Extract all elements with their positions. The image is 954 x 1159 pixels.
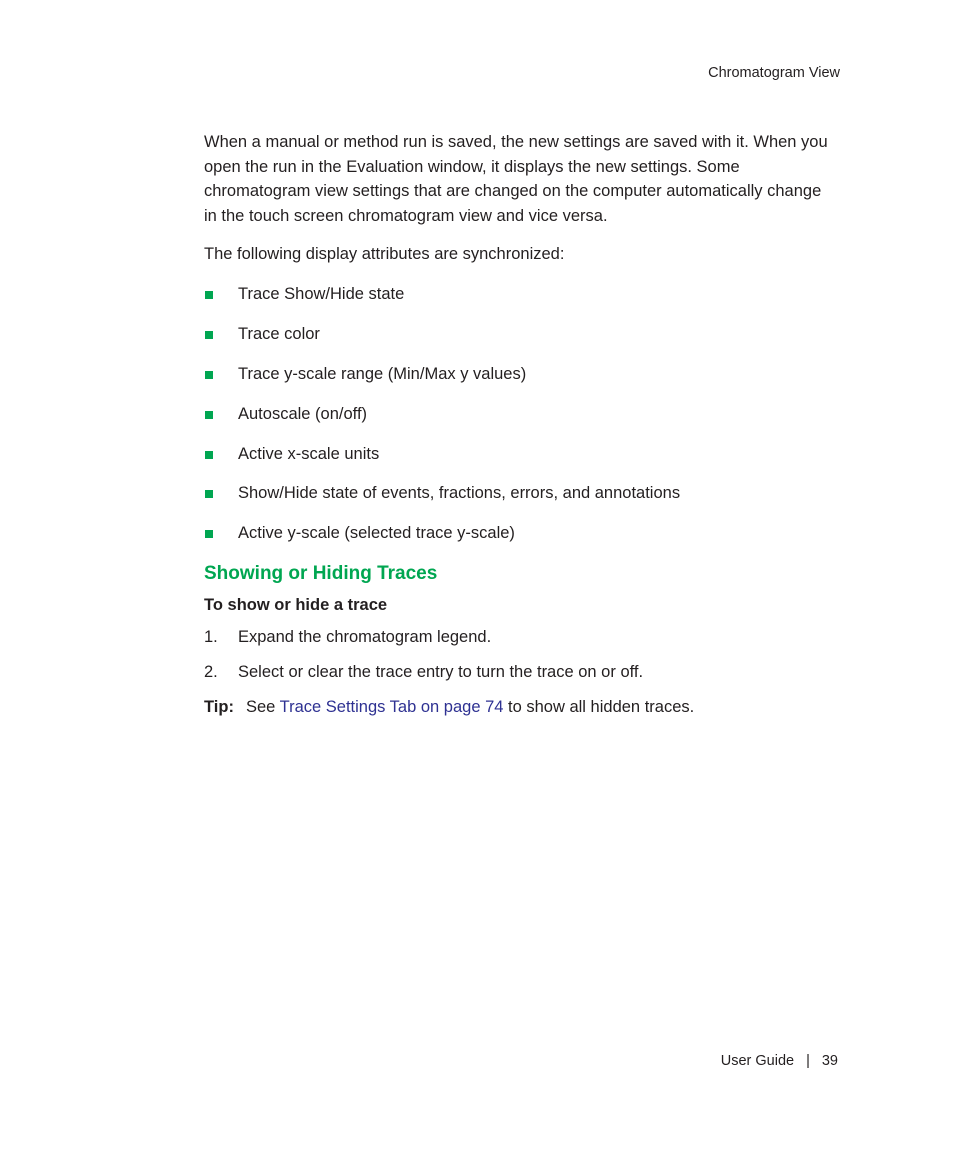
step-number: 1. [204, 627, 218, 646]
step-item [204, 625, 834, 649]
list-item-text: Trace Show/Hide state [238, 285, 405, 304]
tip-note [204, 695, 834, 719]
list-item [204, 481, 834, 505]
list-item-text: Show/Hide state of events, fractions, errors, and annotations [238, 484, 681, 503]
trace-settings-tab-link[interactable]: Trace Settings Tab on page 74 [279, 697, 504, 716]
page-content [204, 130, 834, 719]
step-number: 2. [204, 662, 218, 681]
synchronized-attributes-lead: The following display attributes are synchronized: [204, 245, 565, 264]
list-item [204, 521, 834, 545]
list-item [204, 322, 834, 346]
tip-label: Tip: [204, 697, 234, 716]
step-text: Select or clear the trace entry to turn the trace on or off. [238, 662, 644, 681]
synchronized-attributes-list [204, 282, 834, 545]
square-bullet-icon [205, 291, 213, 299]
square-bullet-icon [205, 530, 213, 538]
square-bullet-icon [205, 451, 213, 459]
procedure-steps [204, 625, 834, 684]
tip-text-before: See [245, 697, 280, 716]
procedure-title: To show or hide a trace [204, 595, 388, 614]
footer-separator: | [806, 1053, 810, 1069]
list-item-text: Trace y-scale range (Min/Max y values) [238, 364, 527, 383]
running-header-title: Chromatogram View [708, 65, 840, 81]
list-item-text: Active y-scale (selected trace y-scale) [238, 524, 515, 543]
list-item [204, 282, 834, 306]
list-item [204, 402, 834, 426]
list-item-text: Trace color [238, 325, 320, 344]
page-footer [721, 1052, 838, 1070]
step-text: Expand the chromatogram legend. [238, 627, 492, 646]
page-number: 39 [821, 1053, 838, 1069]
list-item-text: Active x-scale units [238, 444, 380, 463]
square-bullet-icon [205, 331, 213, 339]
square-bullet-icon [205, 411, 213, 419]
square-bullet-icon [205, 490, 213, 498]
intro-paragraph: When a manual or method run is saved, the new settings are saved with it. When you open the run in the Evaluation window, it displays the new settings. Some chromatogram view settings that are changed on the computer automatically change in the touch screen chromatogram view and vice versa. [204, 133, 828, 225]
footer-doc-name: User Guide [720, 1053, 795, 1069]
list-item [204, 362, 834, 386]
step-item [204, 660, 834, 684]
list-item [204, 442, 834, 466]
section-heading: Showing or Hiding Traces [204, 562, 438, 584]
list-item-text: Autoscale (on/off) [238, 404, 368, 423]
square-bullet-icon [205, 371, 213, 379]
tip-text-after: to show all hidden traces. [503, 697, 695, 716]
